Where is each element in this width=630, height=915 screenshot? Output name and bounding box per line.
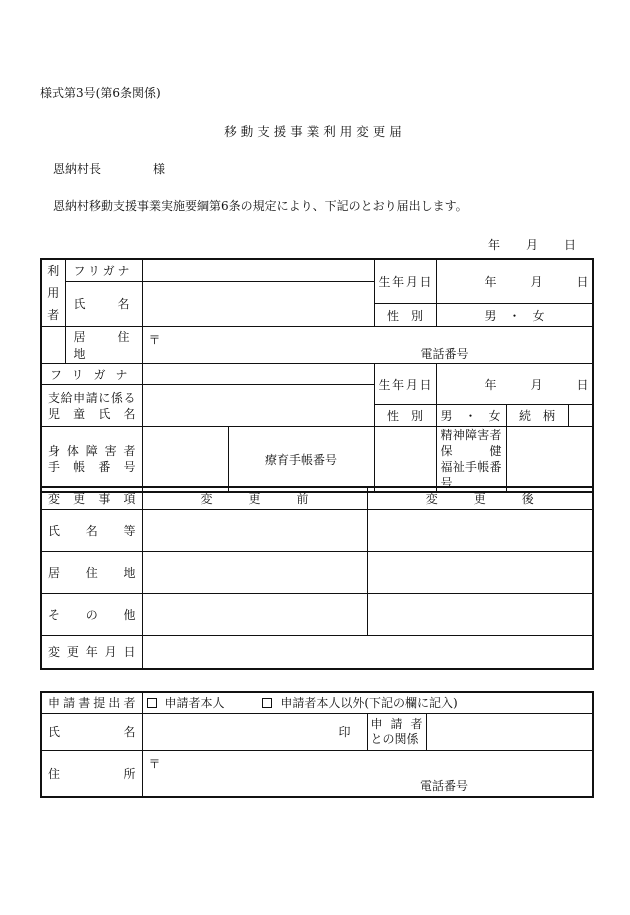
other-checkbox[interactable]: 申請者本人以外(下記の欄に記入) bbox=[262, 696, 457, 710]
before-name-input[interactable] bbox=[142, 509, 367, 551]
name-input[interactable] bbox=[142, 281, 374, 327]
furigana-input[interactable] bbox=[142, 259, 374, 281]
address-input[interactable] bbox=[142, 327, 593, 364]
self-checkbox[interactable]: 申請者本人 bbox=[147, 696, 225, 710]
child-gender-label: 性 別 bbox=[374, 405, 436, 427]
ryoiku-label: 療育手帳番号 bbox=[228, 427, 374, 493]
submitter-name-input[interactable] bbox=[142, 713, 367, 750]
address-label: 居 住 地 bbox=[65, 327, 142, 364]
zip-mark: 〒 bbox=[148, 333, 161, 347]
form-number: 様式第3号(第6条関係) bbox=[40, 86, 161, 100]
user-label: 利 用 者 bbox=[41, 259, 65, 327]
gender-label: 性 別 bbox=[374, 304, 436, 327]
ryoiku-input[interactable] bbox=[374, 427, 436, 493]
disability-handbook-label: 身体障害者 手 帳 番 号 bbox=[41, 427, 142, 493]
submitter-table bbox=[40, 691, 594, 798]
child-furigana-input[interactable] bbox=[142, 364, 374, 385]
child-birthdate-label: 生年月日 bbox=[374, 364, 436, 405]
seal-mark: 印 bbox=[338, 725, 351, 739]
relation-label: 続 柄 bbox=[506, 405, 568, 427]
after-header: 変 更 後 bbox=[367, 487, 593, 509]
submitter-label: 申請書提出者 bbox=[41, 692, 142, 713]
after-address-input[interactable] bbox=[367, 551, 593, 593]
relation-input[interactable] bbox=[568, 405, 593, 427]
intro-text: 恩納村移動支援事業実施要綱第6条の規定により、下記のとおり届出します。 bbox=[53, 199, 468, 213]
page-title: 移動支援事業利用変更届 bbox=[224, 124, 406, 139]
mental-handbook-label: 精神障害者保健 福祉手帳番号 bbox=[436, 427, 506, 493]
checkbox-icon[interactable] bbox=[262, 698, 272, 708]
date-day-label: 日 bbox=[564, 238, 577, 252]
change-table bbox=[40, 486, 594, 670]
change-row-name: 氏 名 等 bbox=[41, 509, 142, 551]
after-other-input[interactable] bbox=[367, 593, 593, 635]
user-info-table bbox=[40, 258, 594, 493]
child-name-label: 支給申請に係る 児 童 氏 名 bbox=[41, 385, 142, 427]
child-furigana-label: フリガナ bbox=[41, 364, 142, 385]
zip-mark: 〒 bbox=[148, 756, 161, 771]
change-item-header: 変更事項 bbox=[41, 487, 142, 509]
before-address-input[interactable] bbox=[142, 551, 367, 593]
change-date-input[interactable] bbox=[142, 635, 593, 669]
checkbox-icon[interactable] bbox=[147, 698, 157, 708]
submitter-address-label: 住 所 bbox=[41, 750, 142, 797]
child-birthdate-input[interactable]: 年 月 日 bbox=[436, 364, 593, 405]
submission-date[interactable] bbox=[488, 236, 576, 253]
addressee-name: 恩納村長 bbox=[53, 162, 102, 176]
child-name-input[interactable] bbox=[142, 385, 374, 427]
gender-select[interactable]: 男 ・ 女 bbox=[436, 304, 593, 327]
before-other-input[interactable] bbox=[142, 593, 367, 635]
addressee bbox=[53, 160, 165, 177]
change-row-address: 居 住 地 bbox=[41, 551, 142, 593]
change-row-other: そ の 他 bbox=[41, 593, 142, 635]
date-year-label: 年 bbox=[488, 238, 501, 252]
disability-handbook-input[interactable] bbox=[142, 427, 228, 493]
relation-to-applicant-label: 申請者 との関係 bbox=[367, 713, 426, 750]
furigana-label: フリガナ bbox=[65, 259, 142, 281]
submitter-options bbox=[142, 692, 593, 713]
change-date-label: 変更年月日 bbox=[41, 635, 142, 669]
phone-label: 電話番号 bbox=[419, 778, 468, 793]
date-month-label: 月 bbox=[526, 238, 539, 252]
birthdate-label: 生年月日 bbox=[374, 259, 436, 304]
relation-to-applicant-input[interactable] bbox=[426, 713, 593, 750]
before-header: 変 更 前 bbox=[142, 487, 367, 509]
phone-label: 電話番号 bbox=[420, 347, 469, 361]
birthdate-input[interactable]: 年 月 日 bbox=[436, 259, 593, 304]
after-name-input[interactable] bbox=[367, 509, 593, 551]
name-label: 氏 名 bbox=[65, 281, 142, 327]
submitter-name-label: 氏 名 bbox=[41, 713, 142, 750]
mental-handbook-input[interactable] bbox=[506, 427, 593, 493]
honorific: 様 bbox=[153, 162, 166, 176]
child-gender-select[interactable]: 男 ・ 女 bbox=[436, 405, 506, 427]
submitter-address-input[interactable] bbox=[142, 750, 593, 797]
